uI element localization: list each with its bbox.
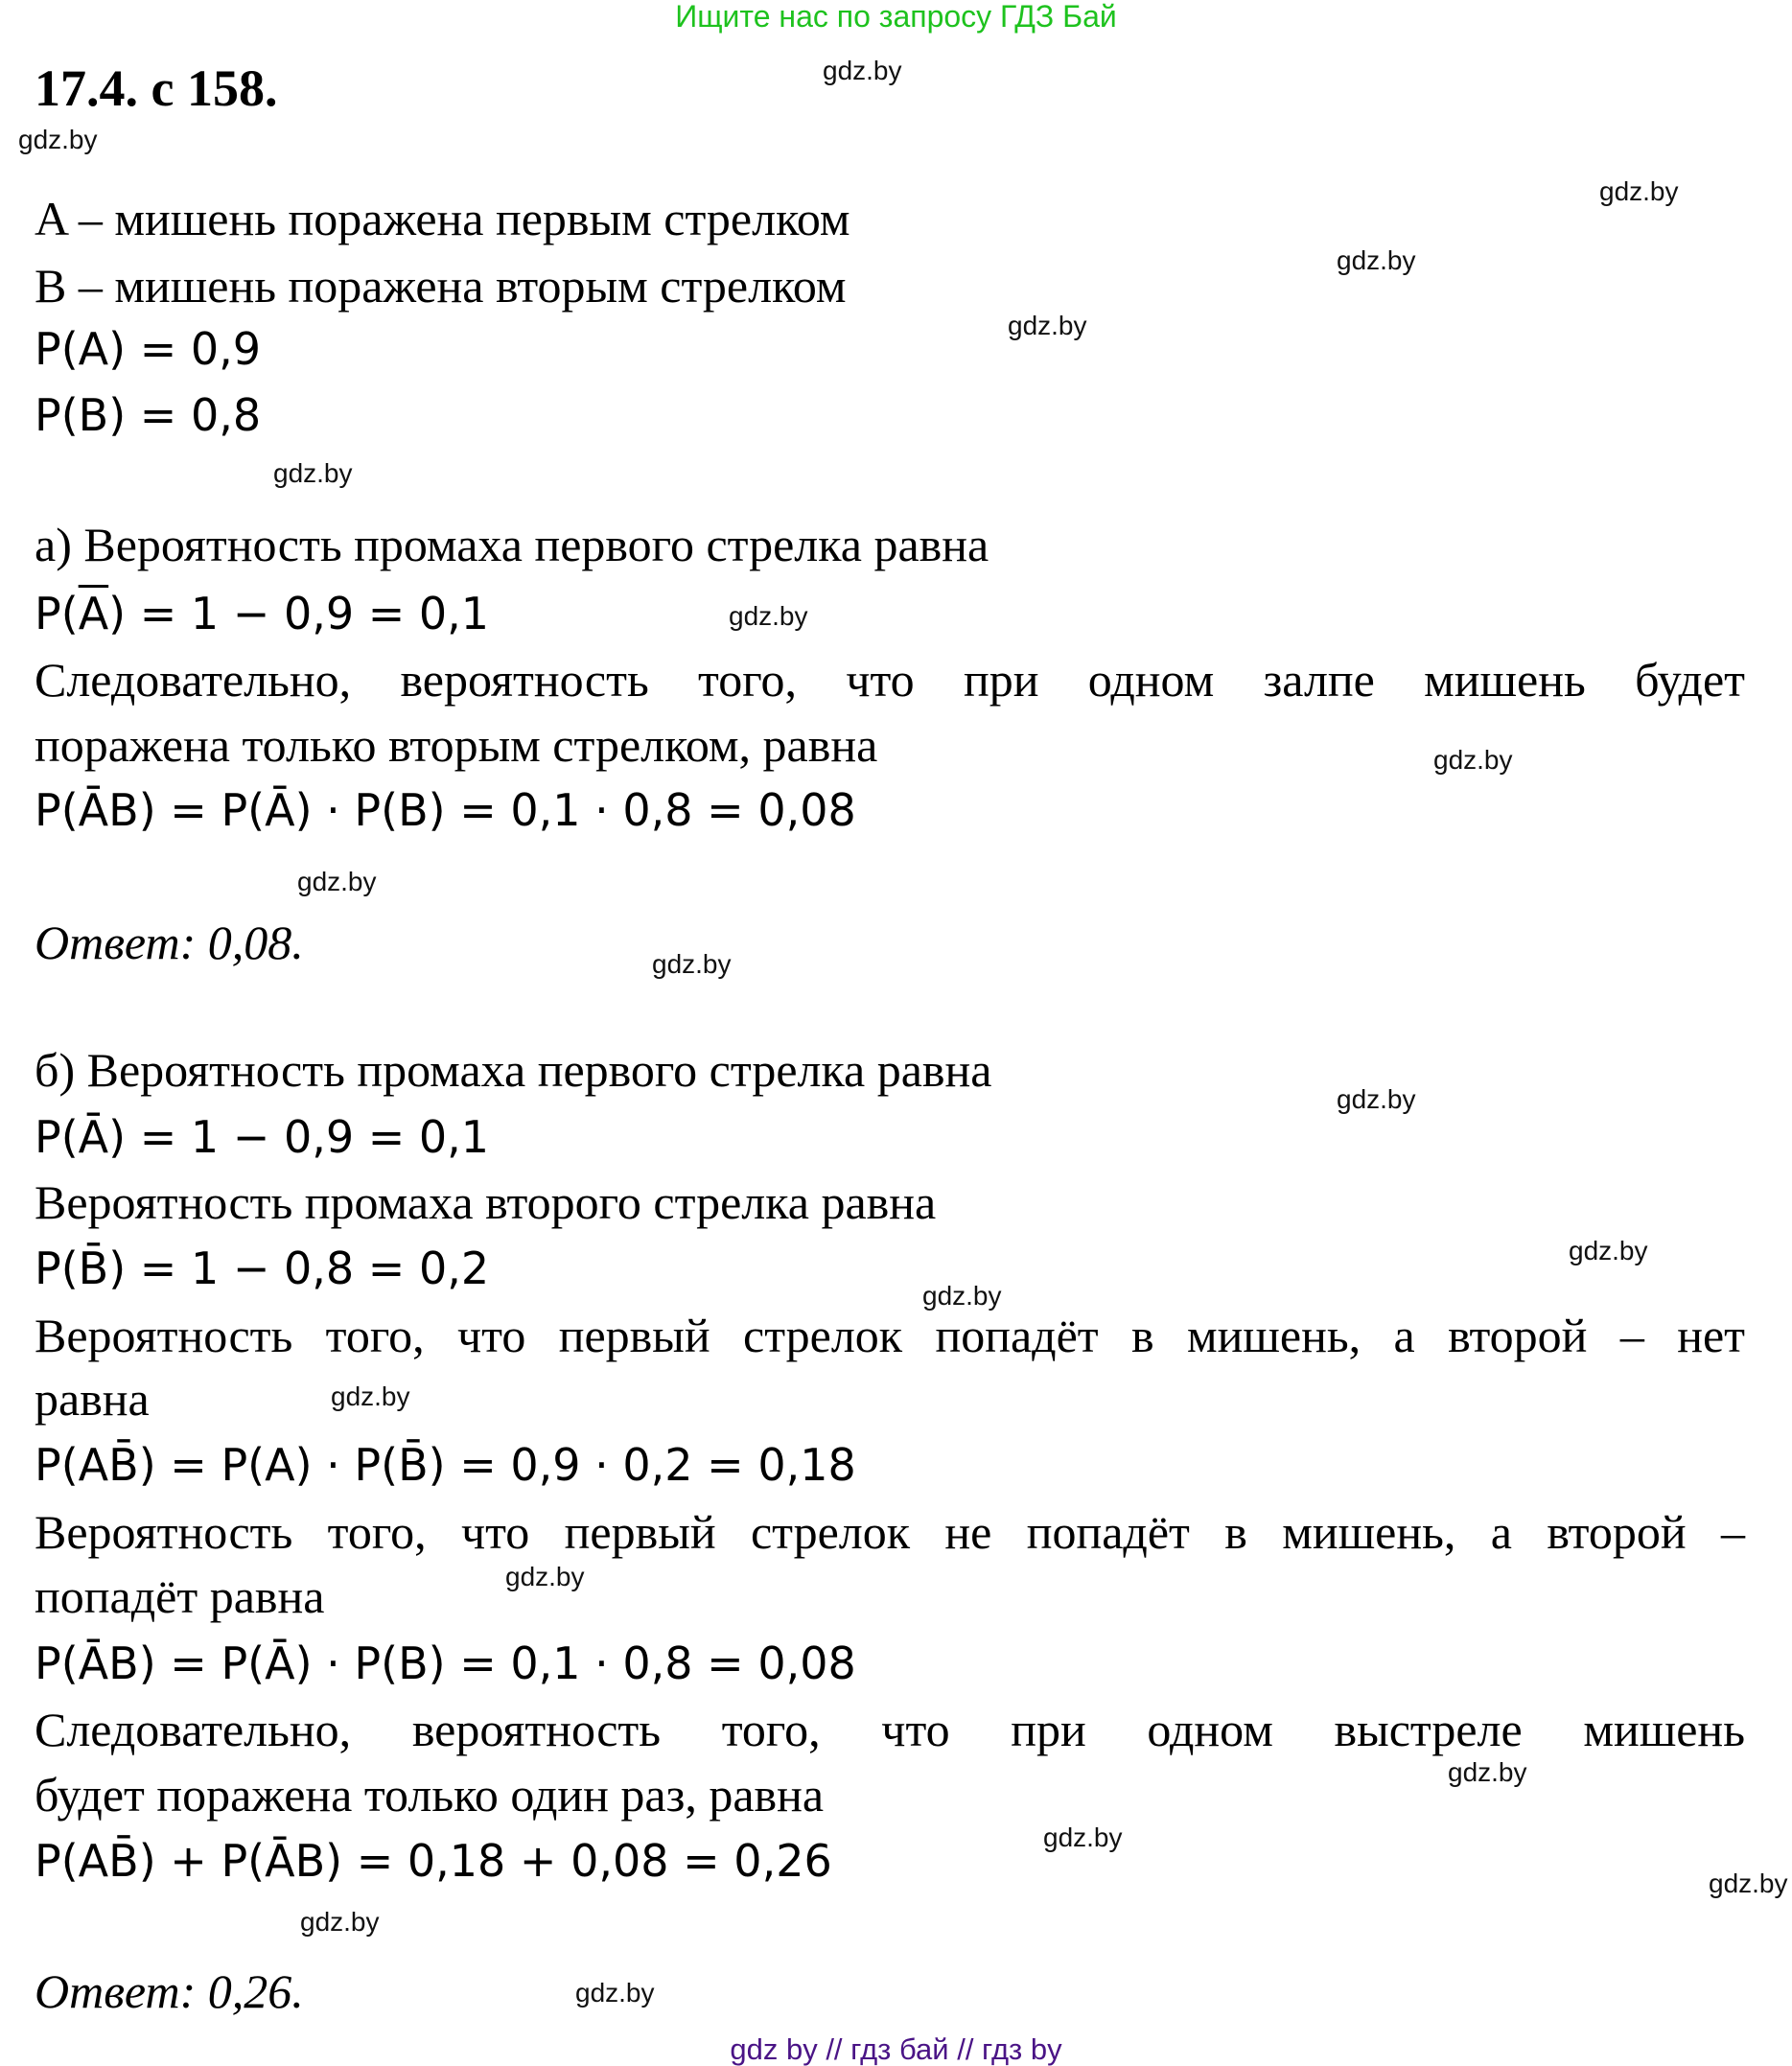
part-b-formula-sum: P(AB̄) + P(ĀB) = 0,18 + 0,08 = 0,26	[35, 1835, 832, 1887]
part-b-conclusion-line2: будет поражена только один раз, равна	[35, 1768, 825, 1822]
watermark-gdz: gdz.by	[823, 56, 902, 85]
part-a-answer: Ответ: 0,08.	[35, 916, 304, 969]
part-a-formula-result: P(ĀB) = P(Ā) · P(B) = 0,1 · 0,8 = 0,08	[35, 784, 856, 836]
page-title: 17.4. с 158.	[35, 59, 278, 117]
probability-a: P(A) = 0,9	[35, 323, 262, 375]
definition-event-b: B – мишень поражена вторым стрелком	[35, 259, 847, 313]
watermark-gdz: gdz.by	[1448, 1757, 1527, 1787]
watermark-gdz: gdz.by	[652, 949, 732, 979]
watermark-gdz: gdz.by	[1599, 176, 1679, 206]
part-b-formula-miss-second: P(B̄) = 1 − 0,8 = 0,2	[35, 1242, 490, 1294]
watermark-gdz: gdz.by	[273, 458, 353, 488]
watermark-gdz: gdz.by	[1043, 1822, 1123, 1852]
probability-b: P(B) = 0,8	[35, 389, 262, 441]
definition-event-a: A – мишень поражена первым стрелком	[35, 192, 850, 245]
watermark-gdz: gdz.by	[729, 601, 808, 631]
part-b-text-first-hits-line1: Вероятность того, что первый стрелок попадёт в мишень, а второй – нет	[35, 1309, 1745, 1362]
part-b-answer: Ответ: 0,26.	[35, 1964, 304, 2018]
part-b-text-first-hits-line2: равна	[35, 1372, 150, 1426]
watermark-gdz: gdz.by	[1433, 745, 1513, 775]
part-b-formula-first-hits: P(AB̄) = P(A) · P(B̄) = 0,9 · 0,2 = 0,18	[35, 1439, 856, 1491]
part-b-formula-second-hits: P(ĀB) = P(Ā) · P(B) = 0,1 · 0,8 = 0,08	[35, 1637, 856, 1689]
watermark-gdz: gdz.by	[1008, 311, 1087, 340]
part-b-formula-miss-first: P(Ā) = 1 − 0,9 = 0,1	[35, 1111, 490, 1163]
watermark-gdz: gdz.by	[922, 1281, 1002, 1311]
watermark-gdz: gdz.by	[575, 1978, 655, 2008]
watermark-gdz: gdz.by	[505, 1562, 585, 1591]
part-a-intro: а) Вероятность промаха первого стрелка равна	[35, 518, 989, 571]
part-b-text-miss-second: Вероятность промаха второго стрелка равна	[35, 1175, 937, 1229]
part-a-conclusion-line1: Следовательно, вероятность того, что при одном залпе мишень будет	[35, 653, 1745, 707]
footer-site-links[interactable]: gdz by // гдз бай // гдз by	[730, 2032, 1062, 2066]
watermark-gdz: gdz.by	[297, 867, 377, 896]
part-b-text-second-hits-line2: попадёт равна	[35, 1569, 325, 1623]
watermark-gdz: gdz.by	[1337, 245, 1416, 275]
watermark-gdz: gdz.by	[1337, 1084, 1416, 1114]
watermark-gdz: gdz.by	[1709, 1869, 1788, 1898]
part-b-intro: б) Вероятность промаха первого стрелка равна	[35, 1043, 992, 1097]
watermark-gdz: gdz.by	[1569, 1236, 1648, 1265]
watermark-gdz: gdz.by	[331, 1381, 410, 1411]
part-b-conclusion-line1: Следовательно, вероятность того, что при одном выстреле мишень	[35, 1703, 1745, 1756]
watermark-gdz: gdz.by	[18, 125, 98, 154]
part-b-text-second-hits-line1: Вероятность того, что первый стрелок не попадёт в мишень, а второй –	[35, 1505, 1745, 1559]
part-a-formula-miss-first: $P(\overline{A}) = 1 - 0,9 = 0,1$	[35, 588, 490, 639]
search-hint-banner: Ищите нас по запросу ГДЗ Бай	[675, 0, 1117, 34]
part-a-conclusion-line2: поражена только вторым стрелком, равна	[35, 718, 878, 772]
watermark-gdz: gdz.by	[300, 1907, 380, 1937]
